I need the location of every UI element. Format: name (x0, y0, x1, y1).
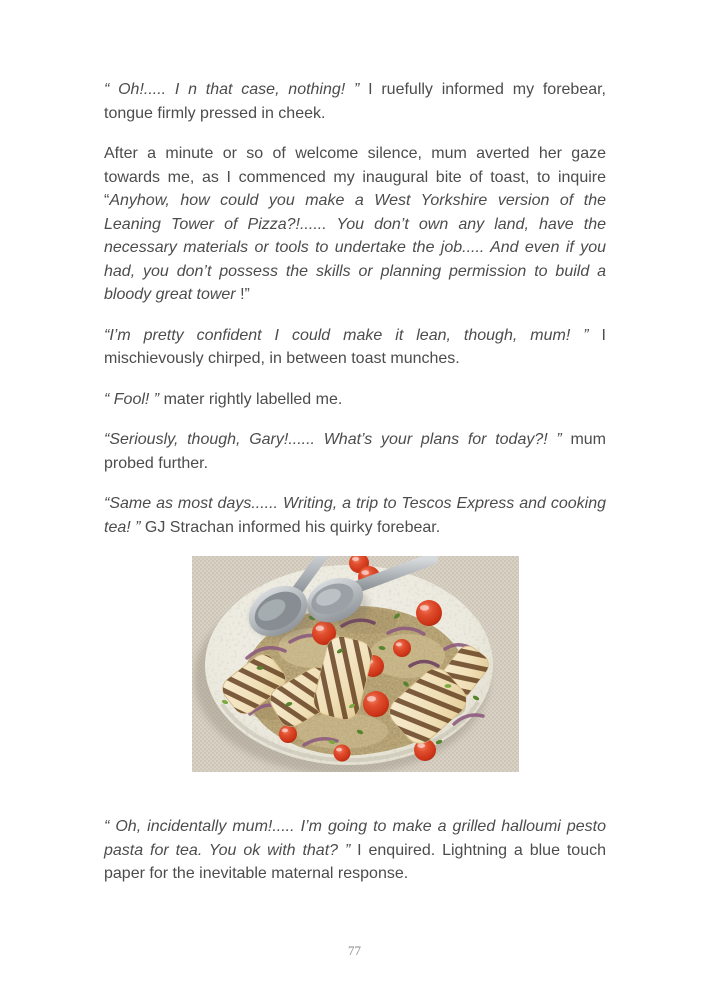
quoted-speech: “Seriously, though, Gary!...... What’s your plans for today?! ” (104, 431, 562, 448)
paragraph-5 (104, 428, 606, 475)
narration: I ruefully informed my forebear, tongue firmly pressed in cheek. (104, 81, 607, 122)
paragraph-6 (104, 492, 606, 539)
narration: mum probed further. (104, 431, 607, 472)
page-footer (0, 943, 709, 959)
narration: After a minute or so of welcome silence, mum averted her gaze towards me, as I commenced my inaugural bite of toast, to inquire “ (104, 145, 606, 209)
quoted-speech: “ Oh, incidentally mum!..... I’m going to make a grilled halloumi pesto pasta for tea. You ok with that? ” (104, 818, 606, 859)
paragraph-3 (104, 324, 606, 371)
quoted-speech: “ Oh!..... I n that case, nothing! ” (104, 81, 360, 98)
page-number: 77 (348, 943, 361, 958)
narration: I enquired. Lightning a blue touch paper for the inevitable maternal response. (104, 841, 606, 882)
food-photo-figure (192, 556, 519, 772)
paragraph-2 (104, 142, 606, 307)
quoted-speech: Anyhow, how could you make a West Yorkshire version of the Leaning Tower of Pizza?!...... You don’t own any land, have the necessary materials or tools to undertake the job..... And even if you had, you don’t possess the skills or planning permission to build a bloody great tower (104, 192, 606, 303)
paragraph-4 (104, 388, 606, 412)
narration: GJ Strachan informed his quirky forebear. (140, 518, 441, 536)
paragraph-7 (104, 815, 606, 886)
quoted-speech: “ Fool! ” (104, 390, 160, 408)
paragraph-1 (104, 78, 606, 125)
quoted-speech: “I’m pretty confident I could make it lean, though, mum! ” (104, 326, 589, 344)
halloumi-salad-photo (192, 556, 519, 772)
quoted-speech: “Same as most days...... Writing, a trip to Tescos Express and cooking tea! ” (104, 495, 606, 536)
narration: !” (235, 286, 250, 303)
page-content (104, 78, 606, 903)
narration: I mischievously chirped, in between toast munches. (104, 326, 606, 367)
narration: mater rightly labelled me. (159, 390, 343, 408)
